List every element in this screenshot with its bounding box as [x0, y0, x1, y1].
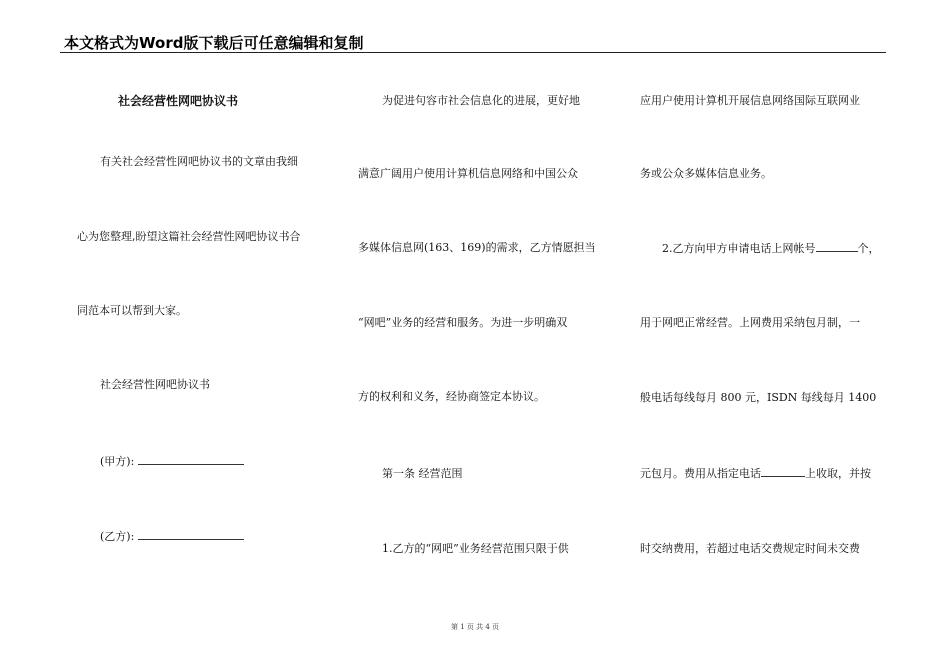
body-line-c2-2: 满意广阔用户使用计算机信息网络和中国公众 [358, 167, 578, 180]
agreement-title: 社会经营性网吧协议书 [118, 94, 239, 108]
body-line-c3-7: 时交纳费用，若超过电话交费规定时间未交费 [640, 542, 860, 555]
page-number-footer: 第 1 页 共 4 页 [450, 623, 500, 631]
agreement-subtitle: 社会经营性网吧协议书 [100, 378, 210, 391]
body-line-c3-4: 用于网吧正常经营。上网费用采纳包月制，一 [640, 316, 860, 329]
intro-text-line-2: 心为您整理,盼望这篇社会经营性网吧协议书合 [77, 230, 301, 243]
body-line-c3-5: 般电话每线每月 800 元，ISDN 每线每月 1400 [640, 391, 877, 404]
party-a-row [100, 454, 244, 469]
fee-text-a: 元包月。费用从指定电话 [640, 467, 761, 480]
body-line-c3-3 [662, 241, 880, 256]
body-line-c2-3: 多媒体信息网(163、169)的需求，乙方情愿担当 [358, 241, 596, 254]
body-line-c2-4: “网吧”业务的经营和服务。为进一步明确双 [358, 316, 568, 329]
party-a-label: (甲方): [100, 455, 135, 468]
party-a-blank [138, 454, 244, 465]
phone-number-blank [761, 466, 805, 477]
fee-text-b: 上收取，并按 [805, 467, 871, 480]
body-line-c3-6 [640, 466, 871, 481]
item-2-text-a: 2.乙方向甲方申请电话上网帐号 [662, 242, 816, 255]
document-header-title: 本文格式为Word版下载后可任意编辑和复制 [64, 34, 364, 52]
body-line-c2-7: 1.乙方的“网吧”业务经营范围只限于供 [382, 542, 569, 555]
party-b-label: (乙方): [100, 530, 135, 543]
intro-text-line-3: 同范本可以帮到大家。 [77, 304, 187, 317]
body-line-c3-1: 应用户使用计算机开展信息网络国际互联网业 [640, 94, 860, 107]
header-divider [60, 52, 886, 53]
party-b-row [100, 529, 244, 544]
body-line-c3-2: 务或公众多媒体信息业务。 [640, 167, 772, 180]
party-b-blank [138, 529, 244, 540]
account-count-blank [816, 241, 858, 252]
item-2-text-b: 个， [857, 242, 880, 255]
body-line-c2-1: 为促进句容市社会信息化的进展，更好地 [382, 94, 580, 107]
article-1-heading: 第一条 经营范围 [382, 467, 463, 480]
body-line-c2-5: 方的权利和义务，经协商签定本协议。 [358, 390, 545, 403]
intro-text-line-1: 有关社会经营性网吧协议书的文章由我细 [100, 155, 298, 168]
